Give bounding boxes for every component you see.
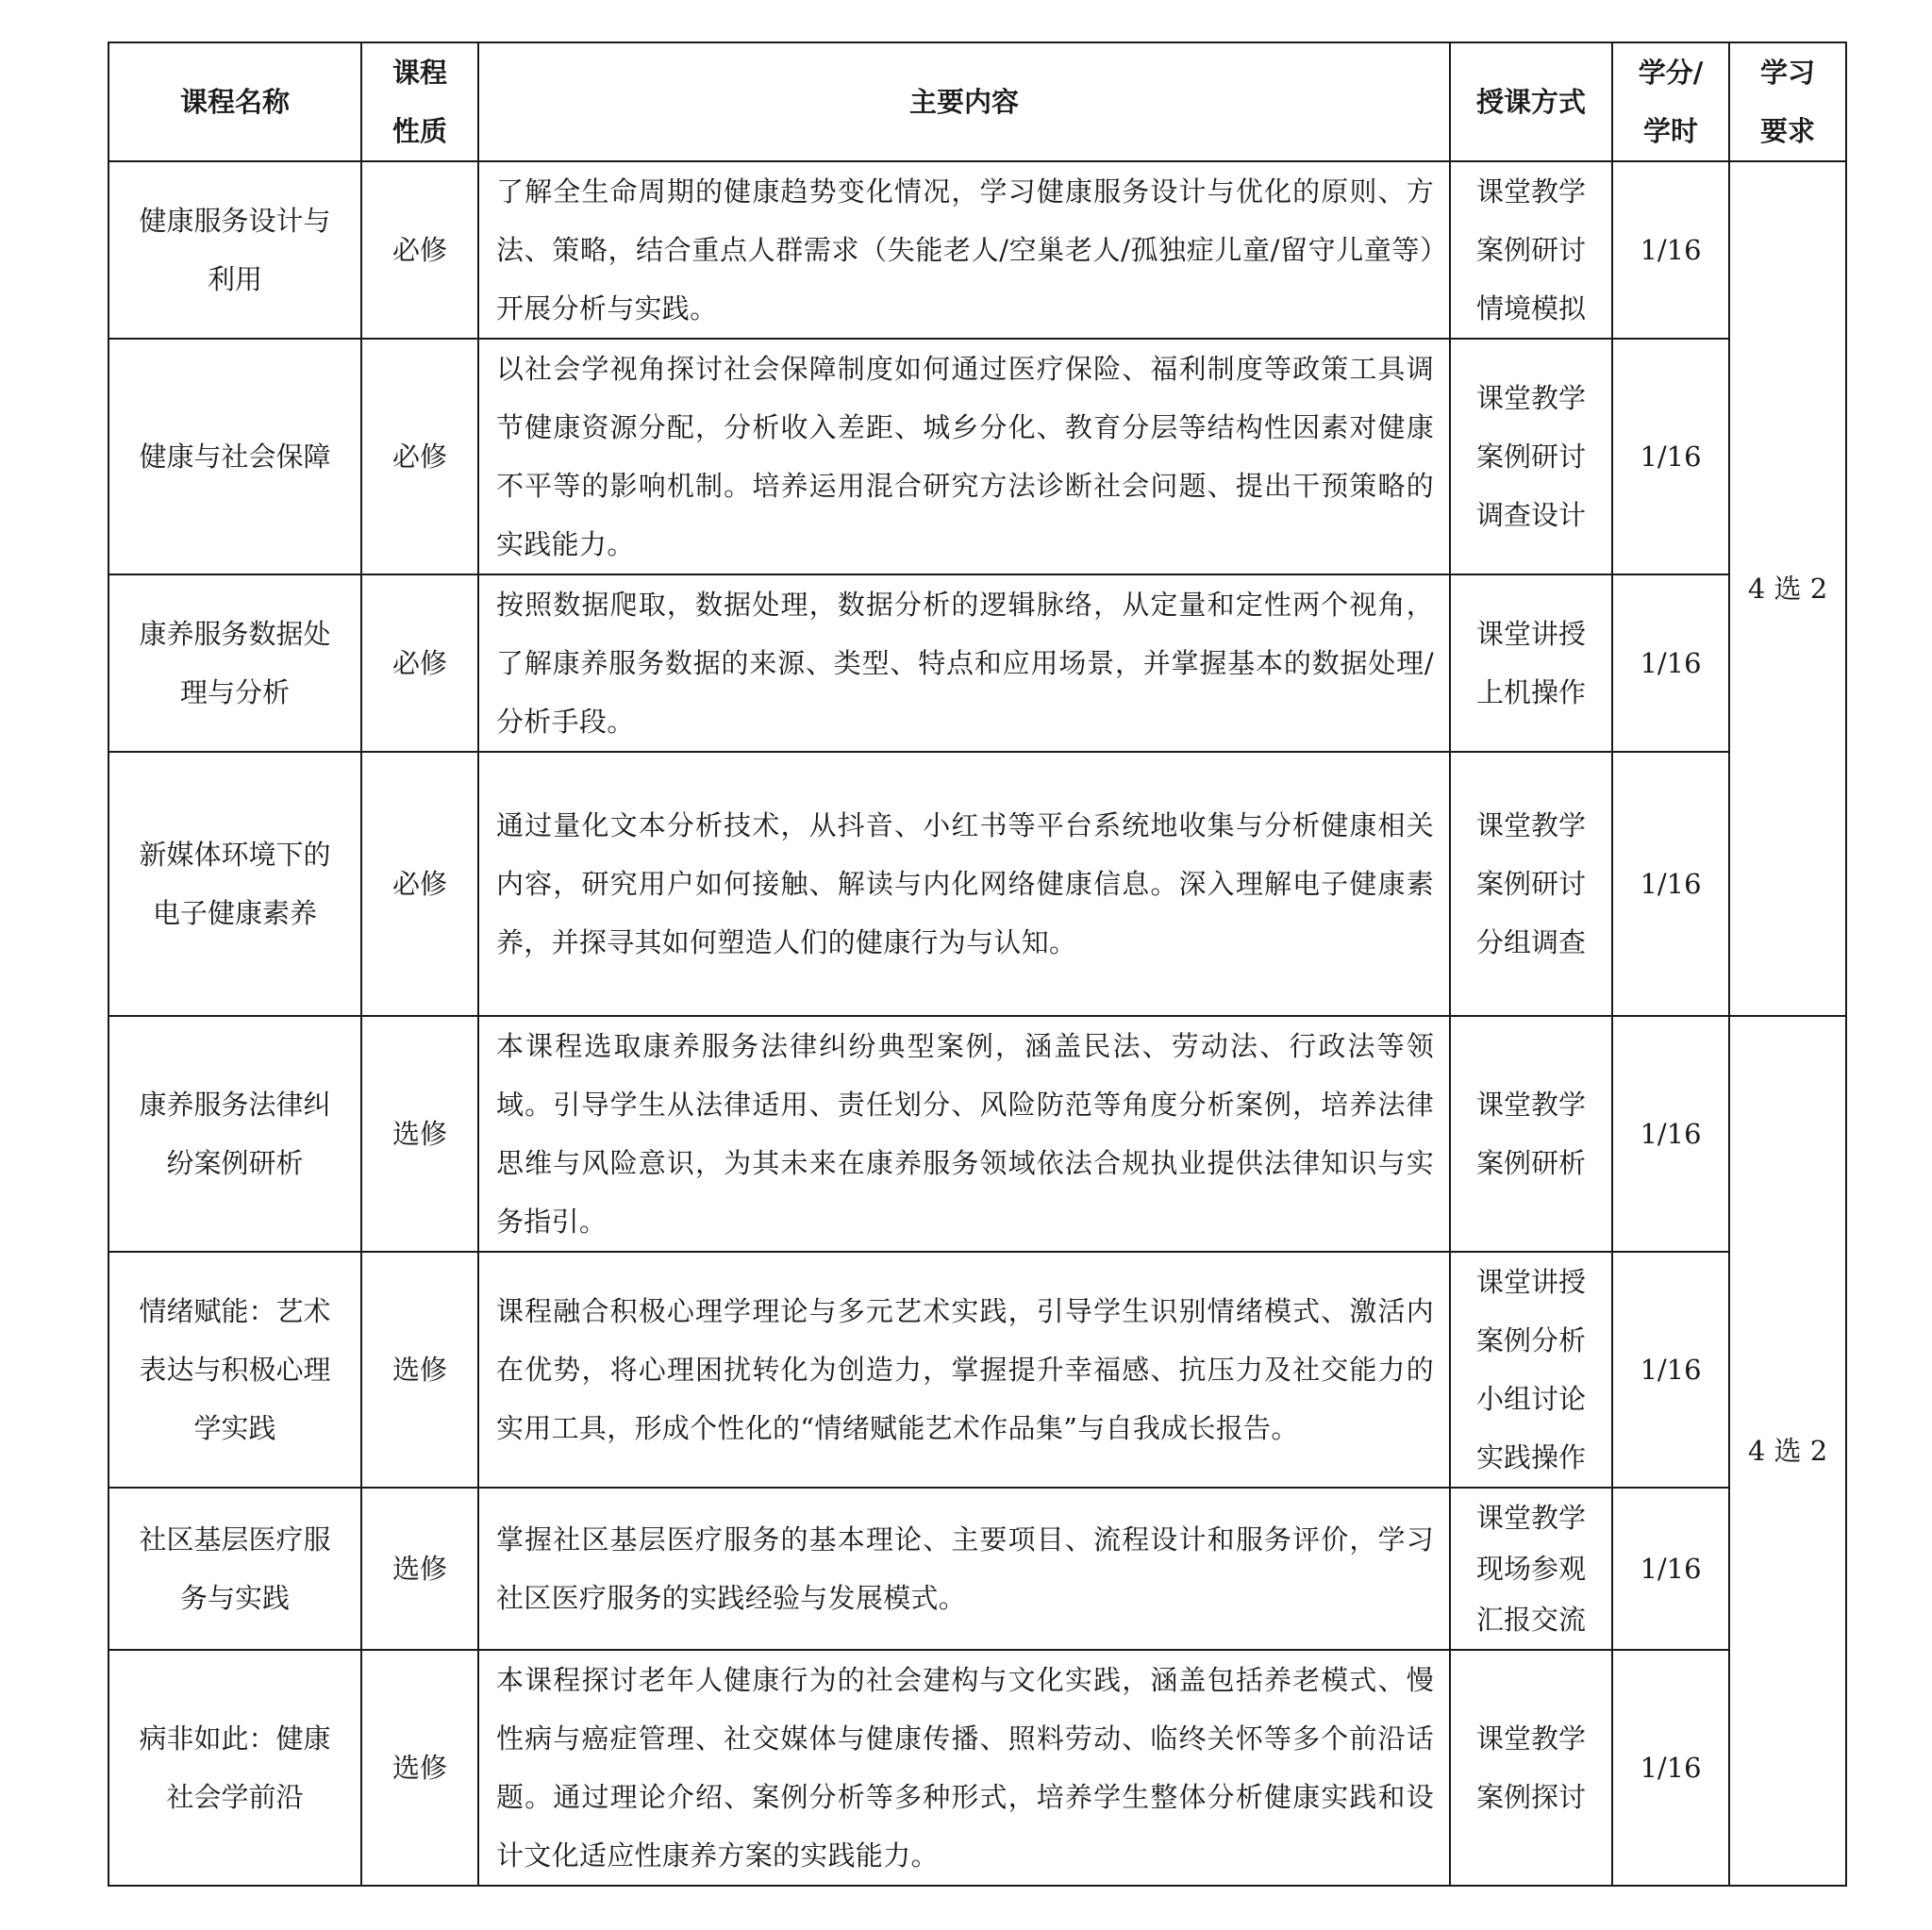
teaching-method-cell: 课堂教学 案例探讨 [1450,1650,1612,1886]
header-row [108,42,1846,161]
course-nature-cell: 必修 [361,574,478,752]
course-content-cell: 按照数据爬取，数据处理，数据分析的逻辑脉络，从定量和定性两个视角，了解康养服务数据的来源、类型、特点和应用场景，并掌握基本的数据处理/分析手段。 [478,574,1450,752]
course-nature-cell: 选修 [361,1488,478,1650]
course-content-cell: 本课程选取康养服务法律纠纷典型案例，涵盖民法、劳动法、行政法等领域。引导学生从法律适用、责任划分、风险防范等角度分析案例，培养法律思维与风险意识，为其未来在康养服务领域依法合规执业提供法律知识与实务指引。 [478,1016,1450,1252]
credits-cell: 1/16 [1612,1016,1729,1252]
table-row [108,339,1846,574]
course-content-cell: 掌握社区基层医疗服务的基本理论、主要项目、流程设计和服务评价，学习社区医疗服务的实践经验与发展模式。 [478,1488,1450,1650]
credits-cell: 1/16 [1612,161,1729,339]
header-credits-hours: 学分/ 学时 [1612,42,1729,161]
teaching-method-cell: 课堂教学 案例研析 [1450,1016,1612,1252]
credits-cell: 1/16 [1612,1252,1729,1488]
header-course-name: 课程名称 [108,42,361,161]
course-nature-cell: 必修 [361,339,478,574]
teaching-method-cell: 课堂教学 案例研讨 调查设计 [1450,339,1612,574]
course-content-cell: 以社会学视角探讨社会保障制度如何通过医疗保险、福利制度等政策工具调节健康资源分配，分析收入差距、城乡分化、教育分层等结构性因素对健康不平等的影响机制。培养运用混合研究方法诊断社会问题、提出干预策略的实践能力。 [478,339,1450,574]
requirement-group-cell: 4 选 2 [1729,1016,1846,1886]
course-name-cell: 新媒体环境下的 电子健康素养 [108,752,361,1016]
header-main-content: 主要内容 [478,42,1450,161]
teaching-method-cell: 课堂教学 案例研讨 情境模拟 [1450,161,1612,339]
credits-cell: 1/16 [1612,339,1729,574]
course-name-cell: 情绪赋能：艺术 表达与积极心理 学实践 [108,1252,361,1488]
table-row [108,1650,1846,1886]
course-nature-cell: 选修 [361,1252,478,1488]
course-nature-cell: 必修 [361,752,478,1016]
course-name-cell: 康养服务法律纠 纷案例研析 [108,1016,361,1252]
credits-cell: 1/16 [1612,752,1729,1016]
course-nature-cell: 选修 [361,1016,478,1252]
table-row [108,1016,1846,1252]
course-name-cell: 健康服务设计与 利用 [108,161,361,339]
teaching-method-cell: 课堂教学 案例研讨 分组调查 [1450,752,1612,1016]
course-name-cell: 康养服务数据处 理与分析 [108,574,361,752]
teaching-method-cell: 课堂教学 现场参观 汇报交流 [1450,1488,1612,1650]
course-content-cell: 了解全生命周期的健康趋势变化情况，学习健康服务设计与优化的原则、方法、策略，结合重点人群需求（失能老人/空巢老人/孤独症儿童/留守儿童等）开展分析与实践。 [478,161,1450,339]
table-row [108,1488,1846,1650]
table-row [108,1252,1846,1488]
course-content-cell: 本课程探讨老年人健康行为的社会建构与文化实践，涵盖包括养老模式、慢性病与癌症管理、社交媒体与健康传播、照料劳动、临终关怀等多个前沿话题。通过理论介绍、案例分析等多种形式，培养学生整体分析健康实践和设计文化适应性康养方案的实践能力。 [478,1650,1450,1886]
course-content-cell: 课程融合积极心理学理论与多元艺术实践，引导学生识别情绪模式、激活内在优势，将心理困扰转化为创造力，掌握提升幸福感、抗压力及社交能力的实用工具，形成个性化的“情绪赋能艺术作品集”与自我成长报告。 [478,1252,1450,1488]
header-requirement: 学习 要求 [1729,42,1846,161]
course-table [108,42,1847,1887]
course-name-cell: 病非如此：健康 社会学前沿 [108,1650,361,1886]
credits-cell: 1/16 [1612,1650,1729,1886]
table-row [108,752,1846,1016]
course-nature-cell: 选修 [361,1650,478,1886]
course-content-cell: 通过量化文本分析技术，从抖音、小红书等平台系统地收集与分析健康相关内容，研究用户如何接触、解读与内化网络健康信息。深入理解电子健康素养，并探寻其如何塑造人们的健康行为与认知。 [478,752,1450,1016]
table-row [108,574,1846,752]
header-course-nature: 课程 性质 [361,42,478,161]
credits-cell: 1/16 [1612,574,1729,752]
table-row [108,161,1846,339]
course-nature-cell: 必修 [361,161,478,339]
teaching-method-cell: 课堂讲授 案例分析 小组讨论 实践操作 [1450,1252,1612,1488]
course-name-cell: 健康与社会保障 [108,339,361,574]
credits-cell: 1/16 [1612,1488,1729,1650]
requirement-group-cell: 4 选 2 [1729,161,1846,1016]
header-teaching-method: 授课方式 [1450,42,1612,161]
course-name-cell: 社区基层医疗服 务与实践 [108,1488,361,1650]
teaching-method-cell: 课堂讲授 上机操作 [1450,574,1612,752]
